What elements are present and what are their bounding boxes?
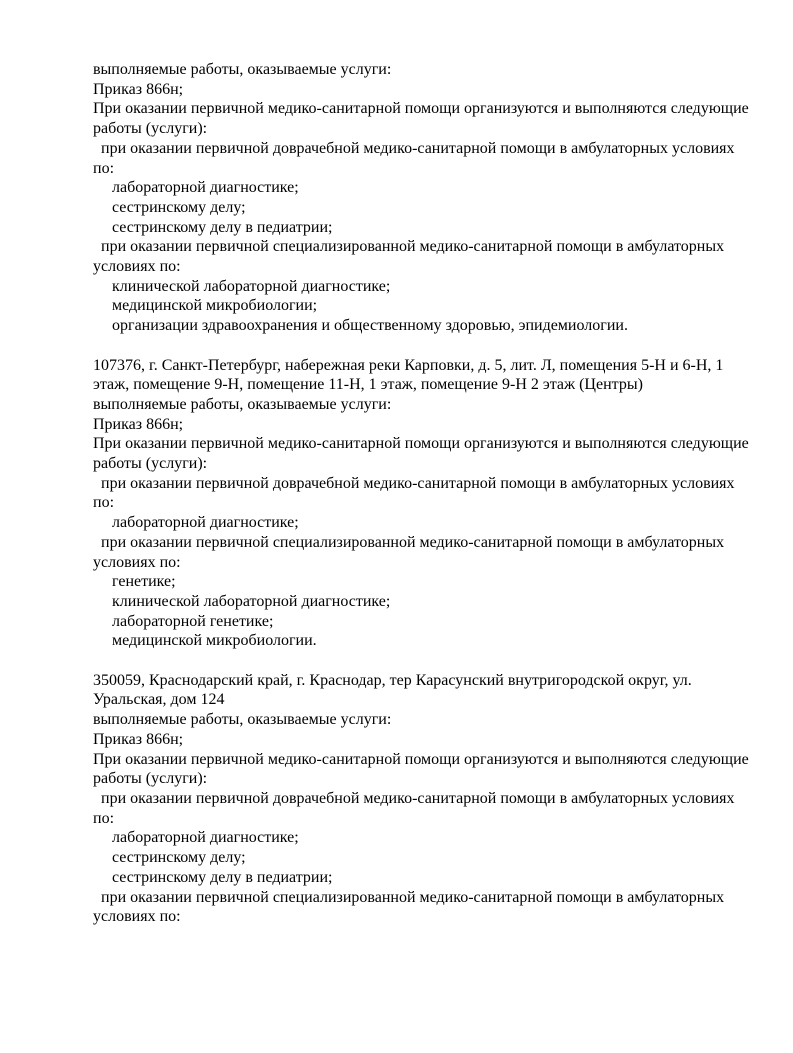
document-section (93, 356, 748, 652)
document-section (93, 60, 748, 336)
text-line: генетике; (112, 573, 176, 591)
document-section (93, 671, 748, 927)
text-line: лабораторной диагностике; (112, 179, 299, 197)
text-line: лабораторной диагностике; (112, 829, 299, 847)
text-line: по: (93, 494, 115, 512)
text-line: Приказ 866н; (93, 730, 184, 748)
text-line: выполняемые работы, оказываемые услуги: (93, 711, 392, 729)
text-line: по: (93, 159, 115, 177)
text-line: выполняемые работы, оказываемые услуги: (93, 61, 392, 78)
text-line: при оказании первичной специализированной медико-санитарной помощи в амбулаторных (101, 533, 725, 551)
text-line: лабораторной генетике; (112, 612, 274, 630)
text-line: по: (93, 809, 115, 827)
text-line: при оказании первичной специализированной медико-санитарной помощи в амбулаторных (101, 888, 725, 906)
text-line: При оказании первичной медико-санитарной помощи организуются и выполняются следующие (93, 435, 749, 453)
text-line: сестринскому делу в педиатрии; (112, 218, 333, 236)
text-line: при оказании первичной доврачебной медико-санитарной помощи в амбулаторных условиях (101, 789, 735, 807)
text-line: Уральская, дом 124 (93, 691, 225, 709)
text-line: выполняемые работы, оказываемые услуги: (93, 395, 392, 413)
text-line: при оказании первичной доврачебной медико-санитарной помощи в амбулаторных условиях (101, 139, 735, 157)
text-line: клинической лабораторной диагностике; (112, 277, 391, 295)
text-line: медицинской микробиологии; (112, 297, 318, 315)
text-line: работы (услуги): (93, 455, 208, 473)
text-line: клинической лабораторной диагностике; (112, 592, 391, 610)
text-line: При оказании первичной медико-санитарной помощи организуются и выполняются следующие (93, 100, 749, 118)
text-line: Приказ 866н; (93, 415, 184, 433)
text-line: сестринскому делу; (112, 198, 246, 216)
text-line: работы (услуги): (93, 120, 208, 138)
text-line: этаж, помещение 9-Н, помещение 11-Н, 1 этаж, помещение 9-Н 2 этаж (Центры) (93, 376, 643, 394)
text-line: условиях по: (93, 258, 181, 276)
text-line: Приказ 866н; (93, 80, 184, 98)
document-body (93, 60, 748, 927)
text-line: условиях по: (93, 908, 181, 926)
text-line: при оказании первичной специализированной медико-санитарной помощи в амбулаторных (101, 238, 725, 256)
text-line: условиях по: (93, 553, 181, 571)
text-line: при оказании первичной доврачебной медико-санитарной помощи в амбулаторных условиях (101, 474, 735, 492)
text-line: медицинской микробиологии. (112, 632, 317, 650)
text-line: работы (услуги): (93, 770, 208, 788)
text-line: 350059, Краснодарский край, г. Краснодар, тер Карасунский внутригородской округ, ул. (93, 671, 692, 689)
text-line: сестринскому делу; (112, 849, 246, 867)
text-line: При оказании первичной медико-санитарной помощи организуются и выполняются следующие (93, 750, 749, 768)
text-line: лабораторной диагностике; (112, 514, 299, 532)
text-line: 107376, г. Санкт-Петербург, набережная реки Карповки, д. 5, лит. Л, помещения 5-Н и 6-Н, 1 (93, 356, 724, 374)
text-line: сестринскому делу в педиатрии; (112, 868, 333, 886)
text-line: организации здравоохранения и общественному здоровью, эпидемиологии. (112, 317, 628, 335)
